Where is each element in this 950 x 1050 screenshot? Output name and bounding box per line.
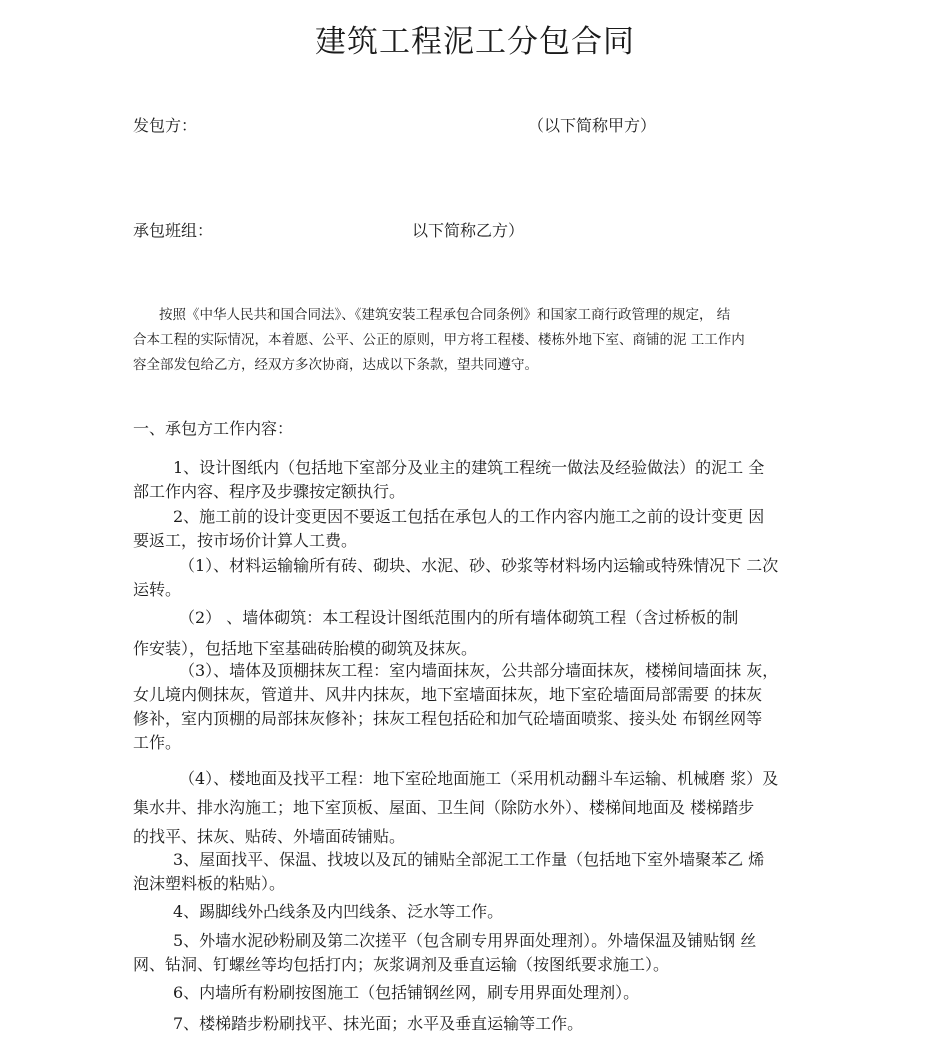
item-7	[133, 1012, 827, 1036]
party-a-note: （以下简称甲方）	[528, 116, 657, 135]
item-line: 集水井、排水沟施工；地下室顶板、屋面、卫生间（除防水外）、楼梯间地面及 楼梯踏步	[133, 798, 755, 817]
item-line: 女儿境内侧抹灰，管道井、风井内抹灰，地下室墙面抹灰，地下室砼墙面局部需要 的抹灰	[133, 685, 763, 704]
subitem-4	[133, 764, 827, 851]
preamble-line: 容全部发包给乙方，经双方多次协商，达成以下条款，望共同遵守。	[133, 357, 538, 373]
item-line: 要返工，按市场价计算人工费。	[133, 531, 358, 550]
item-line: 网、钻洞、钉螺丝等均包括打内；灰浆调剂及垂直运输（按图纸要求施工）。	[133, 955, 670, 974]
subitem-3	[133, 659, 827, 755]
item-2	[133, 505, 827, 553]
subitem-2	[133, 602, 827, 664]
item-3	[133, 848, 827, 896]
item-line: 的找平、抹灰、贴砖、外墙面砖铺贴。	[133, 827, 406, 846]
section-heading: 一、承包方工作内容：	[133, 419, 294, 438]
item-line: 2、施工前的设计变更因不要返工包括在承包人的工作内容内施工之前的设计变更 因	[173, 507, 765, 526]
item-6	[133, 981, 827, 1005]
document-title: 建筑工程泥工分包合同	[315, 24, 635, 60]
subitem-1	[133, 554, 827, 602]
preamble-line: 合本工程的实际情况，本着愿、公平、公正的原则，甲方将工程楼、楼栋外地下室、商铺的泥 工工作内	[133, 332, 745, 348]
item-line: 5、外墙水泥砂粉刷及第二次搓平（包含刷专用界面处理剂）。外墙保温及铺贴钢 丝	[173, 931, 757, 950]
party-b-label: 承包班组：	[133, 221, 214, 240]
item-line: 3、屋面找平、保温、找坡以及瓦的铺贴全部泥工工作量（包括地下室外墙聚苯乙 烯	[173, 850, 765, 869]
item-line: 7、楼梯踏步粉刷找平、抹光面；水平及垂直运输等工作。	[173, 1014, 584, 1033]
item-4	[133, 900, 827, 924]
item-line: 泡沫塑料板的粘贴）。	[133, 874, 286, 893]
item-line: 修补，室内顶棚的局部抹灰修补；抹灰工程包括砼和加气砼墙面喷浆、接头处 布钢丝网等	[133, 709, 763, 728]
item-5	[133, 929, 827, 977]
item-line: （1）、材料运输输所有砖、砌块、水泥、砂、砂浆等材料场内运输或特殊情况下 二次	[179, 556, 779, 575]
party-b-note: 以下简称乙方）	[412, 221, 525, 240]
party-a-label: 发包方：	[133, 116, 198, 135]
item-line: 1、设计图纸内（包括地下室部分及业主的建筑工程统一做法及经验做法）的泥工 全	[173, 458, 765, 477]
item-line: （4）、楼地面及找平工程：地下室砼地面施工（采用机动翻斗车运输、机械磨 浆）及	[179, 769, 779, 788]
item-line: 工作。	[133, 733, 182, 752]
item-line: 作安装），包括地下室基础砖胎模的砌筑及抹灰。	[133, 639, 478, 658]
preamble-paragraph	[133, 303, 827, 378]
item-line: （3）、墙体及顶棚抹灰工程：室内墙面抹灰，公共部分墙面抹灰，楼梯间墙面抹 灰，	[179, 661, 779, 680]
item-line: 4、踢脚线外凸线条及内凹线条、泛水等工作。	[173, 902, 504, 921]
item-line: （2） 、墙体砌筑：本工程设计图纸范围内的所有墙体砌筑工程（含过桥板的制	[179, 608, 739, 627]
item-1	[133, 456, 827, 504]
item-line: 部工作内容、程序及步骤按定额执行。	[133, 482, 406, 501]
item-line: 运转。	[133, 580, 182, 599]
item-line: 6、内墙所有粉刷按图施工（包括铺钢丝网，刷专用界面处理剂）。	[173, 983, 640, 1002]
preamble-line: 按照《中华人民共和国合同法》、《建筑安装工程承包合同条例》和国家工商行政管理的规定， 结	[159, 307, 731, 323]
